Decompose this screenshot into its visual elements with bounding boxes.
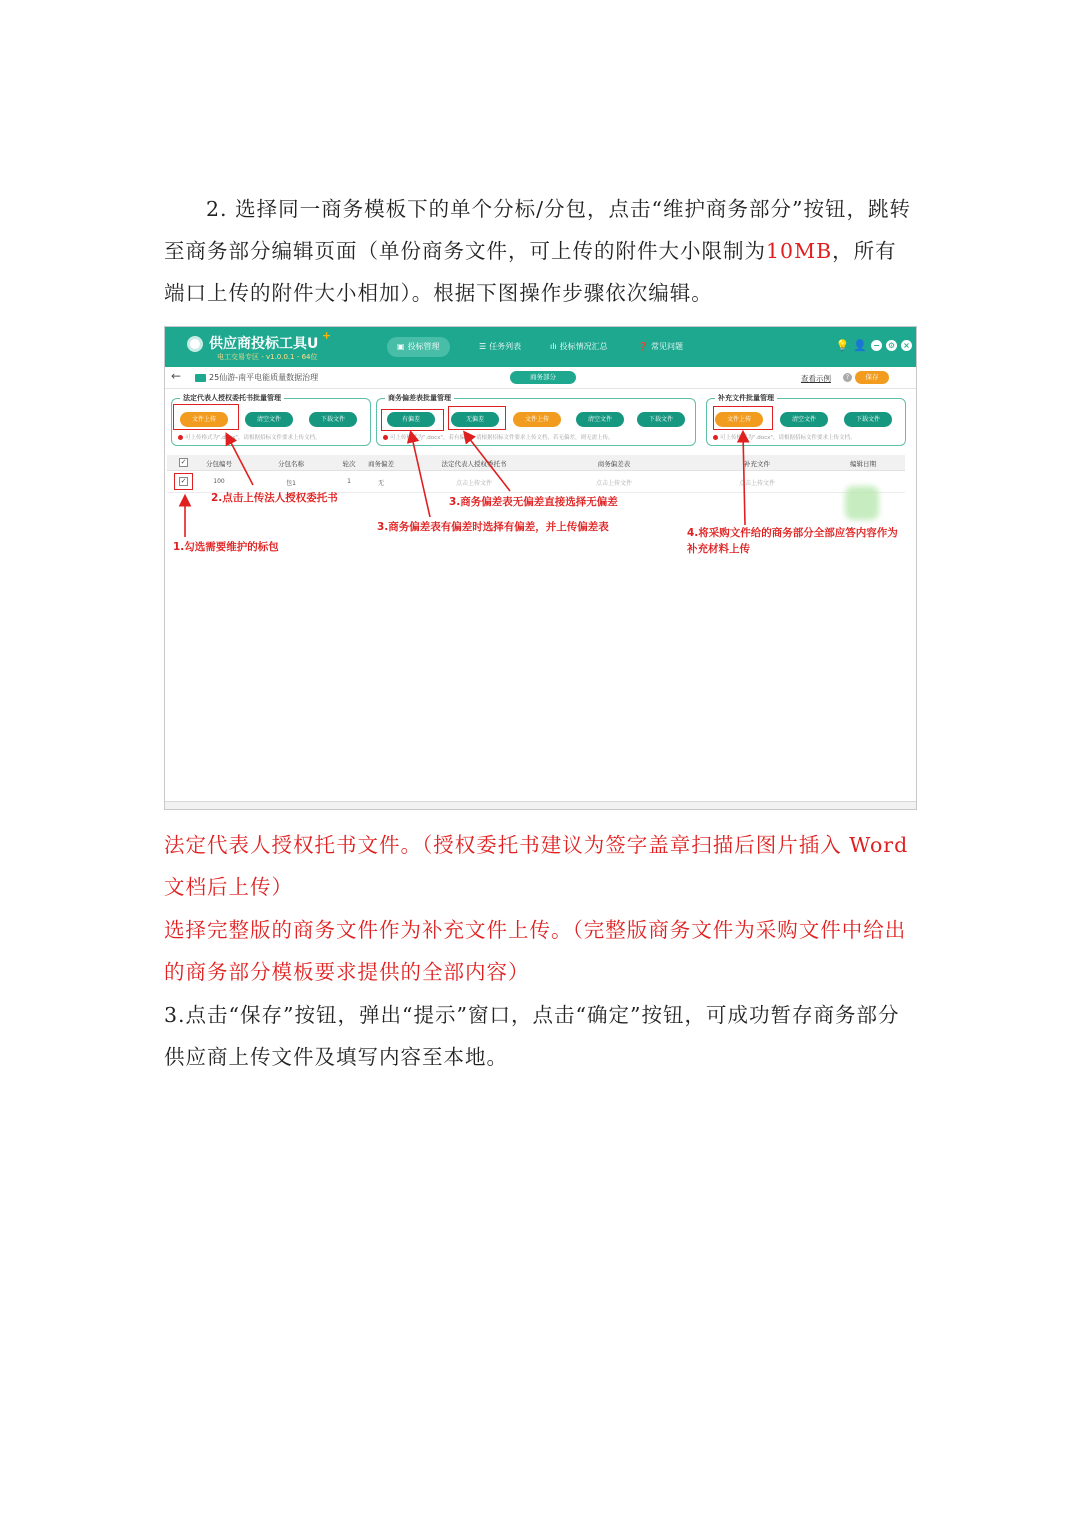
app-title-plus: + <box>322 329 332 342</box>
nav-tab-bid-summary[interactable] <box>540 337 618 357</box>
cell-deviation-upload[interactable]: 点击上传文件 <box>595 480 633 487</box>
note-supplement-file: 选择完整版的商务文件作为补充文件上传。（完整版商务文件为采购文件中给出的商务部分模板要求提供的全部内容） <box>164 918 907 984</box>
supplement-upload-button[interactable]: 文件上传 <box>715 412 763 427</box>
deviation-upload-button[interactable]: 文件上传 <box>513 412 561 427</box>
legal-hint <box>178 433 320 441</box>
app-subtitle: 电工交易专区 - v1.0.0.1 - 64位 <box>217 353 318 361</box>
settings-icon[interactable]: ⚙ <box>887 341 896 350</box>
highlight-box-no-deviation <box>448 406 506 430</box>
col-package-number: 分包编号 <box>206 460 232 468</box>
deviation-hint <box>383 433 613 441</box>
annotation-step-3b: 3.商务偏差表有偏差时选择有偏差，并上传偏差表 <box>377 521 609 533</box>
has-deviation-button[interactable]: 有偏差 <box>387 412 435 427</box>
blurred-date-cell <box>845 486 879 520</box>
col-edit-date: 编辑日期 <box>850 460 876 468</box>
app-top-bar <box>165 327 917 367</box>
nav-label: 投标情况汇总 <box>559 342 608 351</box>
bottom-scrollbar[interactable] <box>165 801 917 810</box>
help-icon[interactable]: ? <box>843 373 852 382</box>
hint-text: 可上传格式为".docx"，请根据招标文件要求上传文档。 <box>185 435 321 441</box>
highlight-box-supplement-upload <box>713 406 773 430</box>
col-legal-authorization: 法定代表人授权委托书 <box>441 460 507 468</box>
col-round: 轮次 <box>342 460 356 468</box>
question-icon: ❓ <box>638 342 648 351</box>
breadcrumb: 25仙游-南平电能质量数据治理 <box>209 373 319 382</box>
cell-package-name: 包1 <box>286 480 296 487</box>
warning-icon <box>178 435 183 440</box>
col-supplement: 补充文件 <box>744 460 770 468</box>
supplement-clear-button[interactable]: 清空文件 <box>780 412 828 427</box>
user-icon[interactable]: 👤 <box>853 339 867 352</box>
bar-chart-icon: ılı <box>550 342 557 351</box>
annotation-step-1: 1.勾选需要维护的标包 <box>173 541 279 553</box>
app-title: 供应商投标工具U <box>209 336 319 352</box>
legal-clear-button[interactable]: 清空文件 <box>245 412 293 427</box>
nav-label: 投标管理 <box>407 342 440 351</box>
panel-title: 补充文件批量管理 <box>715 393 777 403</box>
app-screenshot <box>164 326 917 810</box>
annotation-step-2: 2.点击上传法人授权委托书 <box>211 492 338 504</box>
instruction-paragraph-3: 3.点击“保存”按钮，弹出“提示”窗口，点击“确定”按钮，可成功暂存商务部分供应商上传文件及填写内容至本地。 <box>164 1003 900 1069</box>
nav-label: 任务列表 <box>489 342 522 351</box>
size-limit-highlight: 10MB <box>766 239 833 263</box>
no-deviation-button[interactable]: 无偏差 <box>451 412 499 427</box>
nav-tab-bid-management[interactable] <box>387 337 450 357</box>
minimize-icon[interactable]: − <box>871 340 882 351</box>
step-number: 2. <box>206 197 228 221</box>
panel-title: 法定代表人授权委托书批量管理 <box>180 393 284 403</box>
close-icon[interactable]: × <box>901 340 912 351</box>
row-checkbox[interactable]: ✓ <box>180 477 187 485</box>
cell-supplement-upload[interactable]: 点击上传文件 <box>738 480 776 487</box>
folder-icon <box>195 374 206 382</box>
breadcrumb-bar <box>165 367 917 389</box>
lightbulb-icon[interactable]: 💡 <box>835 339 850 352</box>
note-legal-authorization: 法定代表人授权托书文件。（授权委托书建议为签字盖章扫描后图片插入 Word 文档后上传） <box>164 833 909 899</box>
deviation-download-button[interactable]: 下载文件 <box>637 412 685 427</box>
paragraph-text-start: 选择同一商务模板下的单个分标/分包，点击“维护商务部分”按钮，跳转至商务部分编辑页面（单份商务文件，可上传的附件大小限制为 <box>164 197 911 263</box>
hint-text: 可上传格式为".docx"，若有偏差，请根据招标文件要求上传文档，若无偏差，则无需上传。 <box>390 435 614 441</box>
view-example-link[interactable]: 查看示例 <box>801 374 831 383</box>
nav-tab-faq[interactable] <box>628 337 693 357</box>
highlight-box-row-checkbox <box>174 473 193 490</box>
bid-management-icon: ▣ <box>397 342 405 351</box>
panel-title: 商务偏差表批量管理 <box>385 393 454 403</box>
warning-icon <box>713 435 718 440</box>
paragraph-text-end: ，所有端口上传的附件大小相加）。根据下图操作步骤依次编辑。 <box>164 239 897 305</box>
window-controls <box>836 340 912 351</box>
instruction-paragraph-2 <box>164 188 916 314</box>
nav-label: 常见问题 <box>650 342 683 351</box>
legal-download-button[interactable]: 下载文件 <box>309 412 357 427</box>
cell-deviation: 无 <box>377 480 385 487</box>
deviation-clear-button[interactable]: 清空文件 <box>576 412 624 427</box>
warning-icon <box>383 435 388 440</box>
col-deviation: 商务偏差 <box>368 460 394 468</box>
legal-upload-button[interactable]: 文件上传 <box>180 412 228 427</box>
cell-package-number: 100 <box>213 478 225 485</box>
annotation-step-3a: 3.商务偏差表无偏差直接选择无偏差 <box>449 496 618 508</box>
nav-tab-task-list[interactable] <box>469 337 531 357</box>
tab-business-section[interactable]: 商务部分 <box>510 371 576 384</box>
col-deviation-table: 商务偏差表 <box>597 460 631 468</box>
table-header <box>167 455 905 471</box>
col-package-name: 分包名称 <box>278 460 304 468</box>
back-arrow-icon[interactable]: ← <box>171 369 182 383</box>
globe-logo-icon <box>187 336 203 352</box>
cell-round: 1 <box>347 478 351 485</box>
annotation-step-4: 4.将采购文件给的商务部分全部应答内容作为补充材料上传 <box>687 527 898 555</box>
save-button[interactable]: 保存 <box>855 371 889 384</box>
highlight-box-legal-upload <box>173 404 239 430</box>
highlight-box-has-deviation <box>381 409 444 431</box>
supplement-download-button[interactable]: 下载文件 <box>844 412 892 427</box>
supplement-hint <box>713 433 855 441</box>
cell-legal-upload[interactable]: 点击上传文件 <box>455 480 493 487</box>
list-icon: ☰ <box>479 342 487 351</box>
select-all-checkbox[interactable]: ✓ <box>180 458 187 466</box>
hint-text: 可上传格式为".docx"，请根据招标文件要求上传文档。 <box>720 435 856 441</box>
